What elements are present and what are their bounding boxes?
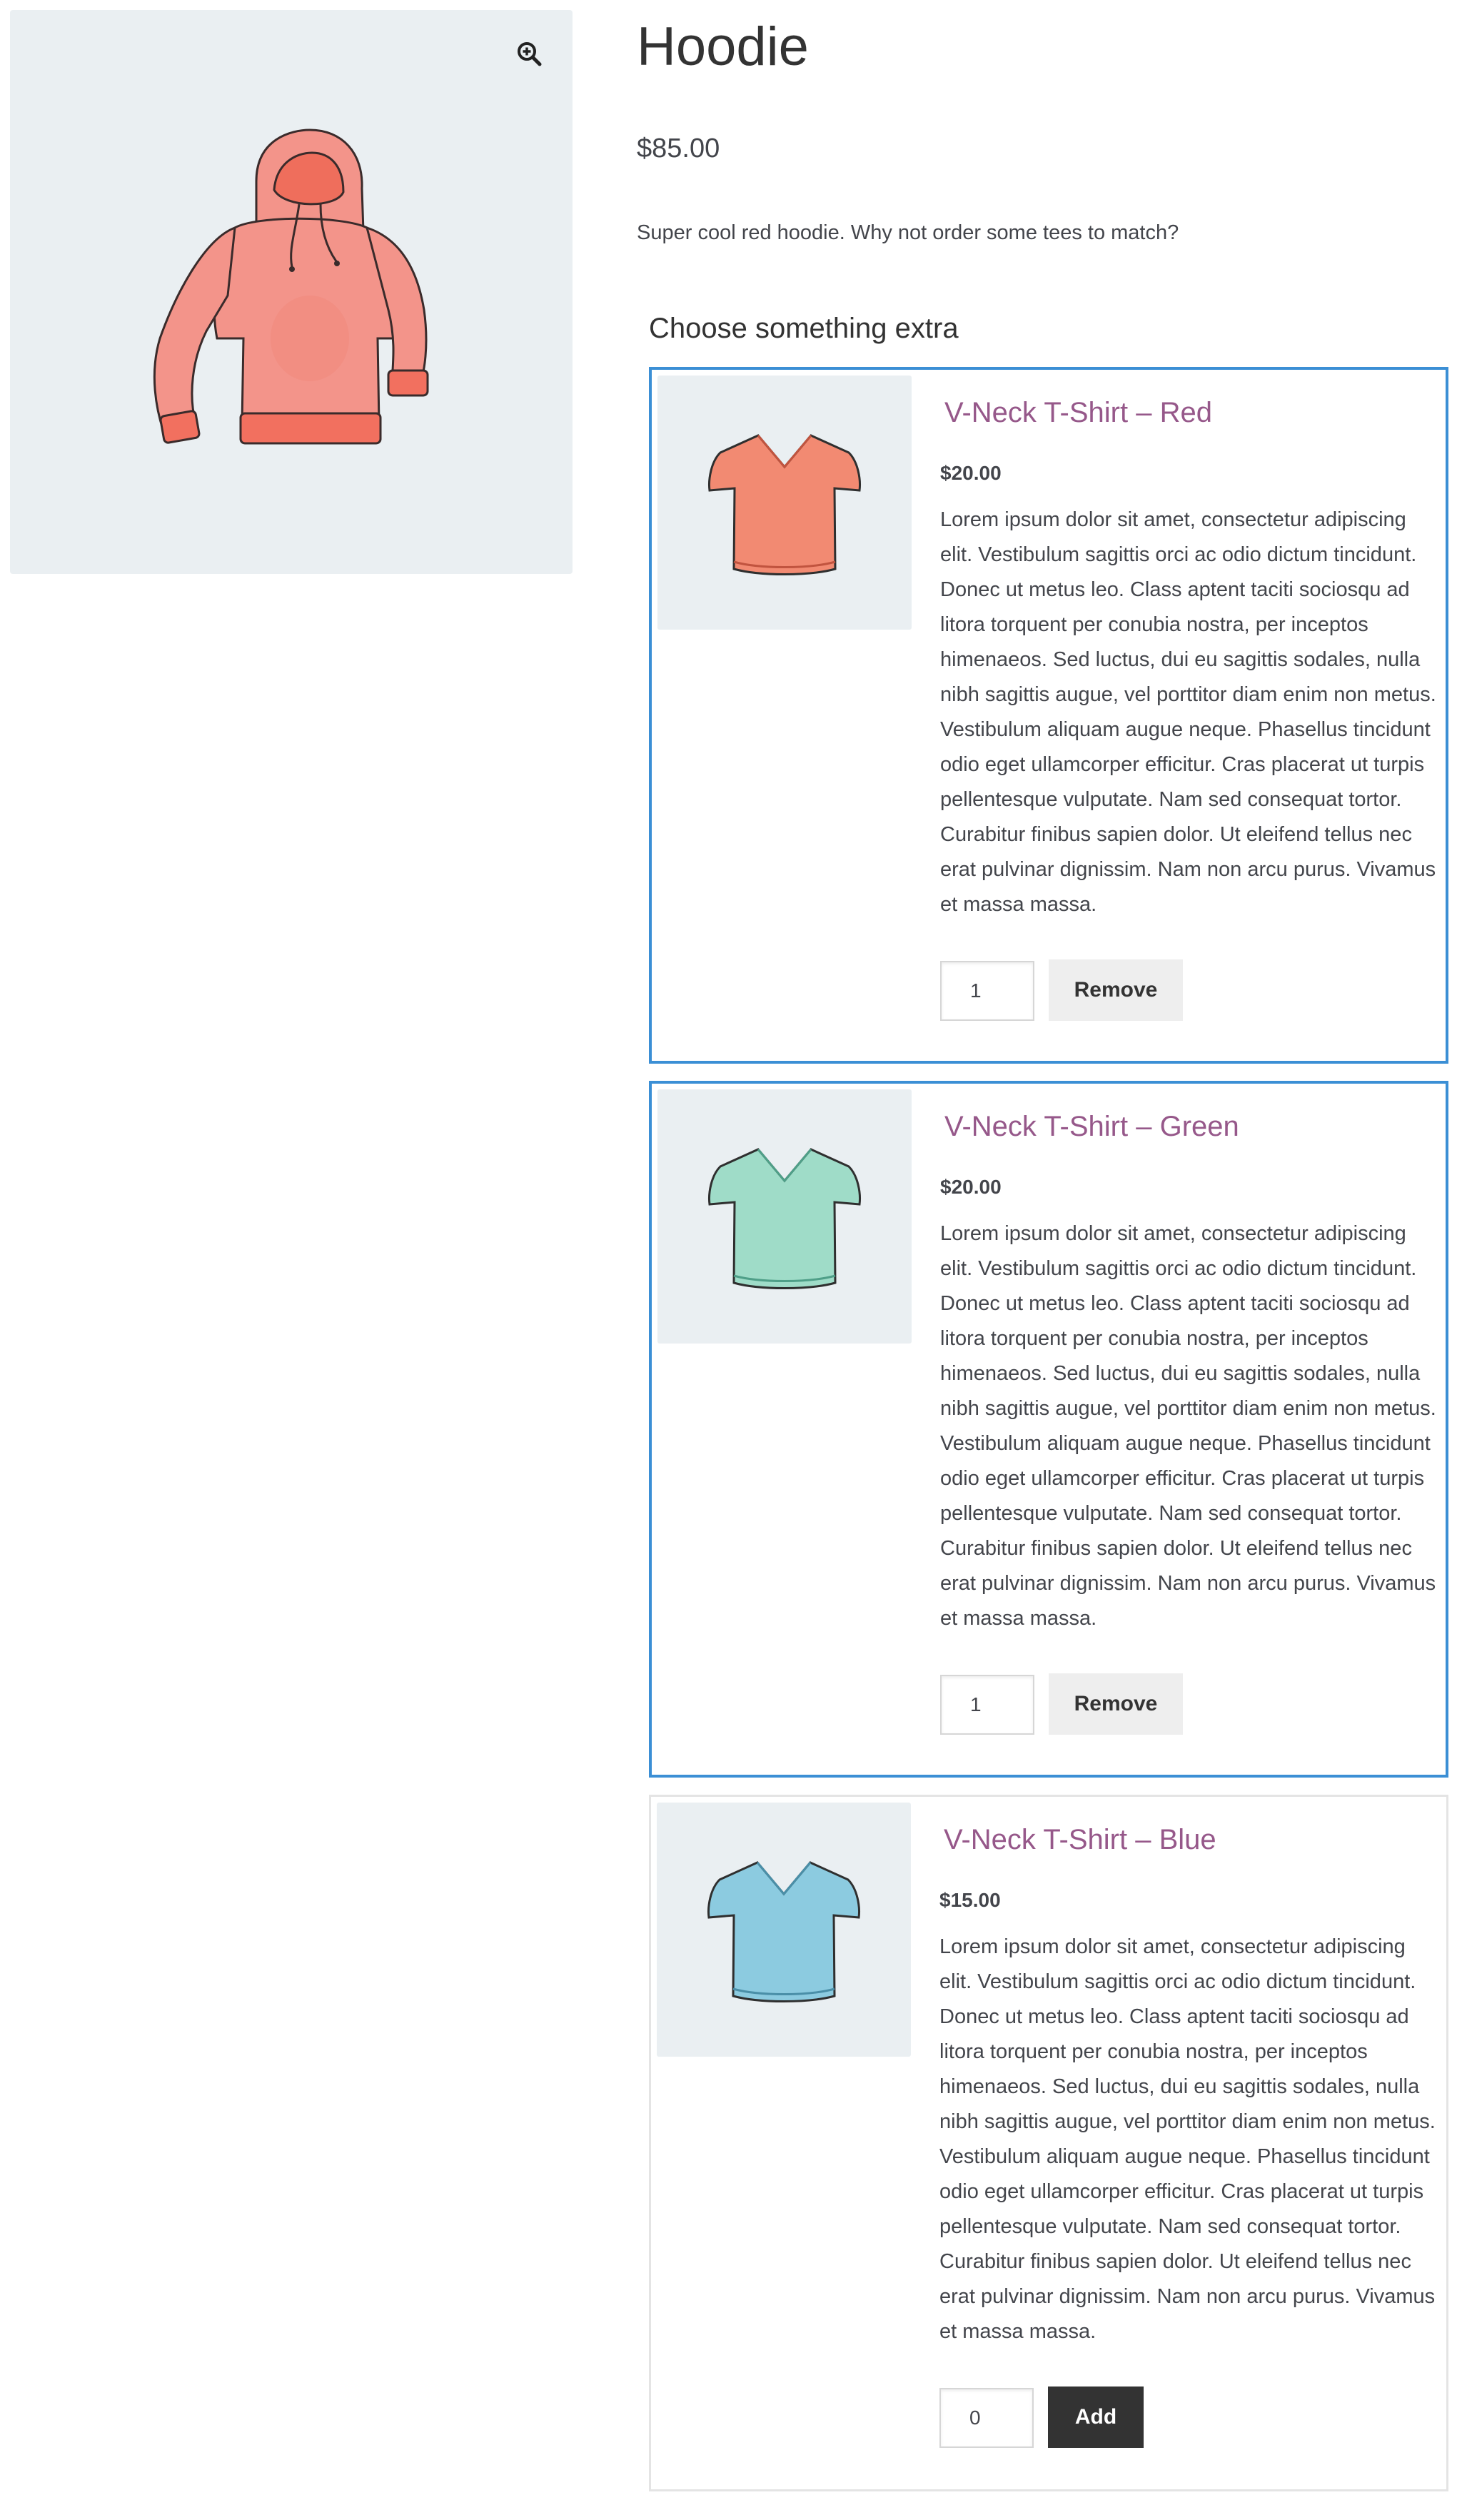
extra-product-description: Lorem ipsum dolor sit amet, consectetur adipiscing elit. Vestibulum sagittis orci ac odio dictum tincidunt. Donec ut metus leo. Class aptent taciti sociosqu ad litora torquent per conubia nostra, per inceptos himenaeos. Sed luctus, dui eu sagittis sodales, nulla nibh sagittis augue, vel porttitor diam enim non metus. Vestibulum aliquam augue neque. Phasellus tincidunt odio eget ullamcorper efficitur. Cras placerat ut turpis pellentesque vulputate. Nam sed consequat tortor. Curabitur finibus sapien dolor. Ut eleifend tellus nec erat pulvinar dignissim. Nam non arcu purus. Vivamus et massa massa.: [940, 1222, 1436, 1630]
extra-product-price: $20.00: [940, 462, 1002, 484]
extra-product-card[interactable]: [649, 367, 1448, 1064]
extra-product-description: Lorem ipsum dolor sit amet, consectetur adipiscing elit. Vestibulum sagittis orci ac odio dictum tincidunt. Donec ut metus leo. Class aptent taciti sociosqu ad litora torquent per conubia nostra, per inceptos himenaeos. Sed luctus, dui eu sagittis sodales, nulla nibh sagittis augue, vel porttitor diam enim non metus. Vestibulum aliquam augue neque. Phasellus tincidunt odio eget ullamcorper efficitur. Cras placerat ut turpis pellentesque vulputate. Nam sed consequat tortor. Curabitur finibus sapien dolor. Ut eleifend tellus nec erat pulvinar dignissim. Nam non arcu purus. Vivamus et massa massa.: [939, 1935, 1436, 2343]
product-thumbnail[interactable]: [657, 1089, 912, 1344]
extra-product-title[interactable]: V-Neck T-Shirt – Blue: [944, 1824, 1216, 1855]
extras-heading: Choose something extra: [649, 313, 959, 344]
quantity-input[interactable]: [939, 2388, 1034, 2448]
extra-product-description: Lorem ipsum dolor sit amet, consectetur adipiscing elit. Vestibulum sagittis orci ac odio dictum tincidunt. Donec ut metus leo. Class aptent taciti sociosqu ad litora torquent per conubia nostra, per inceptos himenaeos. Sed luctus, dui eu sagittis sodales, nulla nibh sagittis augue, vel porttitor diam enim non metus. Vestibulum aliquam augue neque. Phasellus tincidunt odio eget ullamcorper efficitur. Cras placerat ut turpis pellentesque vulputate. Nam sed consequat tortor. Curabitur finibus sapien dolor. Ut eleifend tellus nec erat pulvinar dignissim. Nam non arcu purus. Vivamus et massa massa.: [940, 508, 1436, 916]
quantity-input[interactable]: [940, 961, 1034, 1021]
tshirt-green-image: [702, 1136, 867, 1301]
extra-product-card[interactable]: [649, 1795, 1448, 2491]
product-description: Super cool red hoodie. Why not order some tees to match?: [637, 221, 1179, 244]
tshirt-red-image: [702, 423, 867, 587]
extra-product-price: $15.00: [939, 1889, 1001, 1911]
hoodie-image[interactable]: [149, 124, 449, 474]
extra-product-title[interactable]: V-Neck T-Shirt – Red: [944, 397, 1212, 428]
product-thumbnail[interactable]: [657, 376, 912, 630]
quantity-input[interactable]: [940, 1675, 1034, 1735]
tshirt-blue-image: [702, 1850, 866, 2014]
remove-button[interactable]: Remove: [1049, 1673, 1183, 1735]
add-button[interactable]: Add: [1048, 2387, 1144, 2448]
product-thumbnail[interactable]: [657, 1803, 911, 2057]
zoom-in-icon[interactable]: [514, 39, 545, 70]
extra-product-price: $20.00: [940, 1176, 1002, 1198]
extra-product-card[interactable]: [649, 1081, 1448, 1778]
product-gallery: [10, 10, 573, 574]
product-price: $85.00: [637, 133, 720, 163]
product-title: Hoodie: [637, 16, 809, 77]
extra-product-title[interactable]: V-Neck T-Shirt – Green: [944, 1111, 1239, 1142]
remove-button[interactable]: Remove: [1049, 959, 1183, 1021]
